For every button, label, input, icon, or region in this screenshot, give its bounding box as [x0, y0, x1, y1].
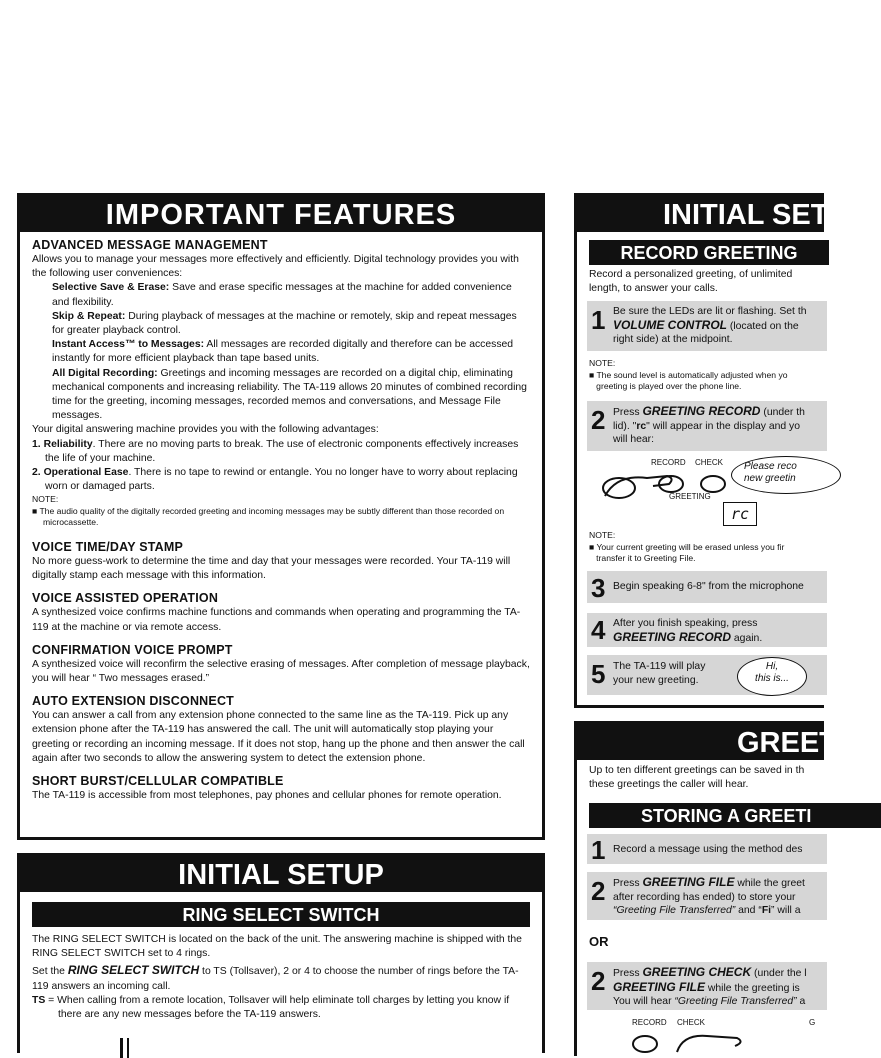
check-label: CHECK	[695, 458, 724, 467]
section-text: No more guess-work to determine the time and day that your messages were recorded. Your TA-119 will digitally stamp each message with this information.	[32, 555, 511, 582]
advantages-intro: Your digital answering machine provides you with the following advantages:	[32, 424, 379, 436]
note2: NOTE: ■ Your current greeting will be erased unless you fir transfer it to Greeting File.	[589, 530, 785, 563]
speech-bubble: Please reco new greetin	[731, 456, 841, 494]
ring-select-subtitle: RING SELECT SWITCH	[32, 902, 530, 927]
section-text: A synthesized voice confirms machine functions and commands when operating and programming the TA-119 at the machine or via remote access.	[32, 607, 521, 633]
section-text: A synthesized voice will reconfirm the selective erasing of messages. After completion of message playback, you will hear “ Two messages erased.”	[32, 658, 530, 684]
button-diagram	[597, 456, 827, 536]
or-label: OR	[589, 934, 609, 949]
record-label: RECORD	[651, 458, 686, 467]
tollsaver-text: TS = When calling from a remote location, Tollsaver will help eliminate toll charges by letting you know if there are any new messages before the TA-119 answers.	[32, 994, 510, 1021]
greeting-file-intro: Up to ten different greetings can be saved in th these greetings the caller will hear.	[589, 765, 805, 791]
section-heading: AUTO EXTENSION DISCONNECT	[32, 694, 235, 709]
section-text: The TA-119 is accessible from most telephones, pay phones and cellular phones for remote operation.	[32, 789, 502, 801]
record-label: RECORD	[632, 1018, 667, 1027]
section-heading: SHORT BURST/CELLULAR COMPATIBLE	[32, 773, 284, 788]
bullet-square-icon: ■	[32, 505, 38, 516]
gf-step-1: 1 Record a message using the method des	[587, 834, 827, 864]
feature-item: Selective Save & Erase: Save and erase specific messages at the machine for added convenience and flexibility.	[52, 282, 512, 308]
storing-greeting-subtitle: STORING A GREETI	[589, 803, 881, 828]
feature-item: Skip & Repeat: During playback of messages at the machine or remotely, skip and repeat messages for greater playback control.	[52, 310, 517, 337]
section-text: You can answer a call from any extension phone connected to the same line as the TA-119. Pick up any extension phone after the TA-119 has answered the call. The unit will automatically stop playing your greeting or recording an incoming message. If it does not stop, hang up the phone and then answer the call again after two seconds to allow the answering system to detect the extension phone.	[32, 710, 525, 764]
note-label: NOTE:	[32, 494, 59, 505]
lcd-display: rc	[723, 502, 757, 526]
check-label: CHECK	[677, 1018, 706, 1027]
important-features-panel	[17, 193, 545, 840]
step-2: 2 Press GREETING RECORD (under th lid). "rc" will appear in the display and yo will hear:	[587, 401, 827, 451]
initial-setup-panel	[17, 853, 545, 1053]
record-greeting-panel	[574, 193, 829, 708]
greeting-file-panel	[574, 721, 837, 1056]
record-greeting-subtitle: RECORD GREETING	[589, 240, 829, 265]
hand-pressing-icon	[627, 1028, 767, 1058]
section-heading: CONFIRMATION VOICE PROMPT	[32, 642, 233, 657]
advanced-heading: ADVANCED MESSAGE MANAGEMENT	[32, 238, 268, 252]
feature-item: All Digital Recording: Greetings and incoming messages are recorded on a digital chip, eliminating mechanical components and increasing reliability. The TA-119 allows 20 minutes of combined recording time for the greeting, incoming messages, recorded memos and conversations, and Message File messages.	[52, 367, 527, 422]
section-heading: VOICE ASSISTED OPERATION	[32, 591, 219, 606]
step-1: 1 Be sure the LEDs are lit or flashing. Set th VOLUME CONTROL (located on the right side) at the midpoint.	[587, 301, 827, 351]
greeting-file-title: GREET	[577, 724, 824, 760]
advanced-intro: Allows you to manage your messages more effectively and efficiently. Digital technology provides you with the following user conveniences:	[32, 254, 519, 280]
gf-step-2b: 2 Press GREETING CHECK (under the l GREETING FILE while the greeting is You will hear “Greeting File Transferred” a	[587, 962, 827, 1010]
note-text: ■ The audio quality of the digitally recorded greeting and incoming messages may be subtly different than those recorded on microcassette.	[32, 505, 505, 528]
step-5: 5 The TA-119 will play your new greeting. Hi, this is...	[587, 655, 827, 695]
advantage-item: 1. Reliability. There are no moving parts to break. The use of electronic components effectively increases the life of your machine.	[32, 438, 519, 464]
important-features-title: IMPORTANT FEATURES	[20, 196, 542, 232]
ring-select-p2: Set the RING SELECT SWITCH to TS (Tollsaver), 2 or 4 to choose the number of rings before the TA-119 answers an incoming call.	[32, 963, 519, 992]
step-3: 3 Begin speaking 6-8" from the microphone	[587, 571, 827, 603]
initial-setup-title: INITIAL SETUP	[20, 856, 542, 892]
advantage-item: 2. Operational Ease. There is no tape to rewind or entangle. You no longer have to worry about replacing worn or damaged parts.	[32, 467, 518, 493]
speech-bubble: Hi, this is...	[737, 657, 807, 696]
gf-step-2: 2 Press GREETING FILE while the greet after recording has ended) to store your “Greeting File Transferred” and “Fi” will a	[587, 872, 827, 920]
switch-diagram	[120, 1038, 129, 1058]
section-heading: VOICE TIME/DAY STAMP	[32, 539, 184, 554]
record-intro: Record a personalized greeting, of unlimited length, to answer your calls.	[589, 269, 793, 295]
greeting-label: G	[809, 1018, 816, 1027]
step-4: 4 After you finish speaking, press GREETING RECORD again.	[587, 613, 827, 647]
hand-pressing-icon	[597, 466, 737, 506]
right-setup-title: INITIAL SET	[577, 196, 824, 232]
ring-select-p1: The RING SELECT SWITCH is located on the back of the unit. The answering machine is shipped with the RING SELECT SWITCH set to 4 rings.	[32, 934, 522, 960]
feature-item: Instant Access™ to Messages: All messages are recorded digitally and therefore can be accessed instantly for more efficient playback than tape based units.	[52, 339, 514, 365]
note1: NOTE: ■ The sound level is automatically adjusted when yo greeting is played over the phone line.	[589, 358, 788, 391]
gf-button-diagram	[597, 1018, 827, 1058]
greeting-label: GREETING	[669, 492, 711, 501]
